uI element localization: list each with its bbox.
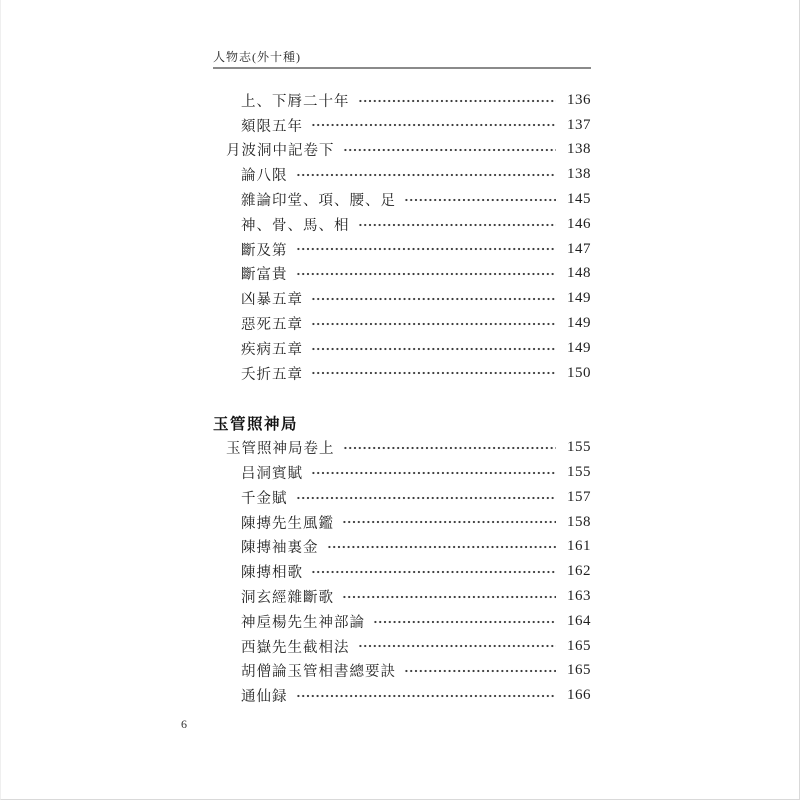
dot-leader xyxy=(296,485,557,510)
toc-entry-title: 玉管照神局卷上 xyxy=(226,441,335,458)
section-heading-title: 玉管照神局 xyxy=(213,415,299,433)
toc-entry-page: 157 xyxy=(567,488,591,505)
toc-entry-page: 164 xyxy=(567,612,591,629)
toc-entry-title: 吕洞賓賦 xyxy=(241,466,303,483)
toc-entry xyxy=(213,659,591,684)
toc-entry-title: 千金賦 xyxy=(241,490,288,507)
toc-entry-title: 月波洞中記卷下 xyxy=(226,143,335,160)
toc-entry xyxy=(213,212,591,237)
dot-leader xyxy=(373,609,556,634)
toc-entry-page: 158 xyxy=(567,513,591,530)
dot-leader xyxy=(358,212,557,237)
toc-entry xyxy=(213,683,591,708)
toc-entry-page: 147 xyxy=(567,240,591,257)
toc-entry-title: 斷富貴 xyxy=(241,267,288,284)
header-rule xyxy=(213,67,591,69)
toc-entry-page: 166 xyxy=(567,687,591,704)
toc-entry-page: 165 xyxy=(567,662,591,679)
toc-entry-page: 145 xyxy=(567,191,591,208)
dot-leader xyxy=(343,435,557,460)
section-gap xyxy=(213,386,591,411)
page-number-footer: 6 xyxy=(181,717,187,731)
toc-entry-title: 西嶽先生截相法 xyxy=(241,639,350,656)
toc-entry-title: 通仙録 xyxy=(241,689,288,706)
toc-entry-page: 161 xyxy=(567,538,591,555)
dot-leader xyxy=(311,559,556,584)
dot-leader xyxy=(311,336,556,361)
toc-entry-title: 夭折五章 xyxy=(241,366,303,383)
toc-entry xyxy=(213,88,591,113)
toc-entry-title: 神垕楊先生神部論 xyxy=(241,614,365,631)
dot-leader xyxy=(296,262,557,287)
table-of-contents xyxy=(213,88,591,708)
toc-entry-page: 149 xyxy=(567,290,591,307)
toc-entry xyxy=(213,162,591,187)
toc-entry xyxy=(213,435,591,460)
toc-entry xyxy=(213,361,591,386)
toc-entry xyxy=(213,609,591,634)
toc-entry xyxy=(213,559,591,584)
toc-entry-page: 155 xyxy=(567,464,591,481)
toc-entry-title: 疾病五章 xyxy=(241,341,303,358)
toc-entry-title: 胡僧論玉管相書總要訣 xyxy=(241,664,396,681)
toc-entry-title: 惡死五章 xyxy=(241,317,303,334)
dot-leader xyxy=(311,311,556,336)
dot-leader xyxy=(358,88,557,113)
dot-leader xyxy=(358,634,557,659)
toc-entry-page: 148 xyxy=(567,265,591,282)
toc-entry xyxy=(213,485,591,510)
toc-entry-page: 138 xyxy=(567,166,591,183)
toc-entry-page: 165 xyxy=(567,637,591,654)
toc-entry-page: 137 xyxy=(567,116,591,133)
toc-entry xyxy=(213,460,591,485)
dot-leader xyxy=(343,138,557,163)
toc-entry xyxy=(213,187,591,212)
toc-entry xyxy=(213,138,591,163)
toc-entry xyxy=(213,584,591,609)
toc-entry-page: 162 xyxy=(567,563,591,580)
dot-leader xyxy=(311,113,556,138)
toc-entry-title: 神、骨、馬、相 xyxy=(241,217,350,234)
toc-entry-title: 雜論印堂、項、腰、足 xyxy=(241,193,396,210)
dot-leader xyxy=(311,361,556,386)
toc-entry-page: 150 xyxy=(567,364,591,381)
toc-entry xyxy=(213,286,591,311)
toc-entry-title: 陳摶先生風鑑 xyxy=(241,515,334,532)
toc-entry xyxy=(213,262,591,287)
dot-leader xyxy=(342,584,556,609)
toc-entry-title: 頦限五年 xyxy=(241,118,303,135)
dot-leader xyxy=(311,460,556,485)
dot-leader xyxy=(404,659,556,684)
toc-entry xyxy=(213,336,591,361)
running-header-title: 人物志(外十種) xyxy=(213,50,301,64)
dot-leader xyxy=(296,162,557,187)
section-heading xyxy=(213,411,591,436)
toc-entry-page: 136 xyxy=(567,91,591,108)
toc-entry-title: 論八限 xyxy=(241,168,288,185)
toc-entry xyxy=(213,535,591,560)
dot-leader xyxy=(327,535,557,560)
toc-entry xyxy=(213,237,591,262)
toc-entry-page: 149 xyxy=(567,339,591,356)
toc-entry xyxy=(213,510,591,535)
toc-entry-title: 陳摶袖裏金 xyxy=(241,540,319,557)
dot-leader xyxy=(296,237,557,262)
toc-entry-title: 洞玄經雜斷歌 xyxy=(241,590,334,607)
dot-leader xyxy=(296,683,557,708)
toc-entry xyxy=(213,113,591,138)
toc-entry-page: 149 xyxy=(567,315,591,332)
toc-entry-page: 163 xyxy=(567,588,591,605)
toc-entry xyxy=(213,634,591,659)
toc-entry xyxy=(213,311,591,336)
toc-entry-title: 凶暴五章 xyxy=(241,292,303,309)
dot-leader xyxy=(404,187,556,212)
toc-entry-title: 上、下脣二十年 xyxy=(241,93,350,110)
toc-entry-title: 陳摶相歌 xyxy=(241,565,303,582)
toc-entry-page: 146 xyxy=(567,215,591,232)
toc-entry-title: 斷及第 xyxy=(241,242,288,259)
dot-leader xyxy=(342,510,556,535)
dot-leader xyxy=(311,286,556,311)
toc-entry-page: 138 xyxy=(567,141,591,158)
toc-entry-page: 155 xyxy=(567,439,591,456)
